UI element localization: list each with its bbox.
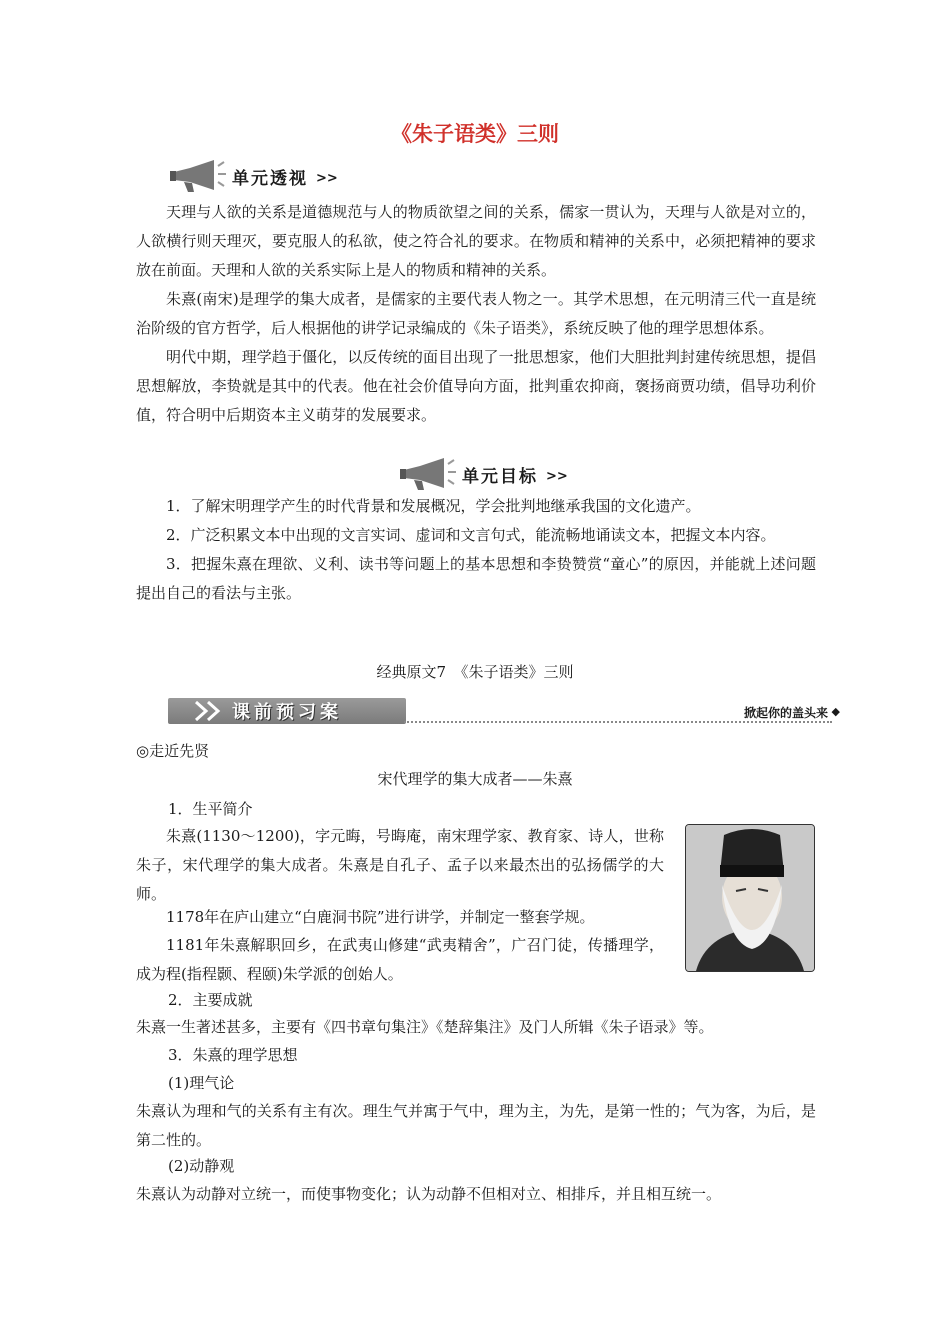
overview-paragraph: 天理与人欲的关系是道德规范与人的物质欲望之间的关系，儒家一贯认为，天理与人欲是对立的，人欲横行则天理灭，要克服人的私欲，使之符合礼的要求。在物质和精神的关系中，必须把精神的要求放在前面。天理和人欲的关系实际上是人的物质和精神的关系。 (136, 203, 816, 279)
bio-heading-3b: (2)动静观 (168, 1157, 235, 1175)
banner-dotted-line (404, 721, 832, 723)
double-chevron-icon (194, 700, 228, 722)
goal-item: 3．把握朱熹在理欲、义利、读书等问题上的基本思想和李贽赞赏“童心”的原因，并能就上述问题提出自己的看法与主张。 (136, 555, 816, 602)
unit-overview-header (170, 158, 338, 194)
overview-paragraph: 明代中期，理学趋于僵化，以反传统的面目出现了一批思想家，他们大胆批判封建传统思想，提倡思想解放，李贽就是其中的代表。他在社会价值导向方面，批判重农抑商，褒扬商贾功绩，倡导功利价值，符合明中后期资本主义萌芽的发展要求。 (136, 348, 816, 424)
overview-paragraph: 朱熹(南宋)是理学的集大成者，是儒家的主要代表人物之一。其学术思想，在元明清三代一直是统治阶级的官方哲学，后人根据他的讲学记录编成的《朱子语类》，系统反映了他的理学思想体系。 (136, 290, 816, 337)
lesson-title: 经典原文7 《朱子语类》三则 (376, 663, 574, 681)
unit-goals-heading: 单元目标 (462, 466, 538, 487)
unit-overview-arrows: >> (316, 170, 338, 186)
bio-paragraph-1: 朱熹(1130～1200)，字元晦，号晦庵，南宋理学家、教育家、诗人，世称朱子，宋代理学的集大成者。朱熹是自孔子、孟子以来最杰出的弘扬儒学的大师。 (136, 827, 664, 903)
profile-title: 宋代理学的集大成者——朱熹 (377, 770, 573, 788)
megaphone-icon (170, 158, 226, 194)
bio-paragraph-6: 朱熹认为动静对立统一，而使事物变化；认为动静不但相对立、相排斥，并且相互统一。 (136, 1185, 722, 1203)
bio-paragraph-4: 朱熹一生著述甚多，主要有《四书章句集注》《楚辞集注》及门人所辑《朱子语录》等。 (136, 1018, 714, 1036)
preview-banner (168, 696, 840, 728)
goal-item: 2．广泛积累文本中出现的文言实词、虚词和文言句式，能流畅地诵读文本，把握文本内容。 (166, 526, 776, 544)
diamond-icon: ◆ (831, 705, 840, 718)
banner-tagline: 掀起你的盖头来 (743, 706, 828, 720)
unit-goals-list (136, 492, 816, 608)
section-marker: ◎走近先贤 (136, 742, 210, 760)
bio-heading-3: 3．朱熹的理学思想 (168, 1046, 298, 1064)
bio-paragraph-5: 朱熹认为理和气的关系有主有次。理生气并寓于气中，理为主，为先，是第一性的；气为客，为后，是第二性的。 (136, 1102, 816, 1149)
megaphone-icon (400, 456, 456, 492)
zhu-xi-portrait (685, 824, 815, 972)
portrait-image (686, 825, 814, 971)
bio-heading-1: 1．生平简介 (168, 800, 253, 818)
bio-paragraph-3: 1181年朱熹解职回乡，在武夷山修建“武夷精舍”，广召门徒，传播理学，成为程(指程颢、程颐)朱学派的创始人。 (136, 936, 664, 983)
unit-goals-header (400, 456, 568, 492)
goal-item: 1．了解宋明理学产生的时代背景和发展概况，学会批判地继承我国的文化遗产。 (166, 497, 701, 515)
page-title: 《朱子语类》三则 (391, 121, 559, 146)
bio-heading-2: 2．主要成就 (168, 991, 253, 1009)
banner-label: 课前预习案 (232, 702, 342, 723)
unit-goals-arrows: >> (546, 468, 568, 484)
bio-heading-3a: (1)理气论 (168, 1074, 235, 1092)
unit-overview-text (136, 198, 816, 430)
bio-paragraph-2: 1178年在庐山建立“白鹿洞书院”进行讲学，并制定一整套学规。 (166, 908, 595, 926)
unit-overview-heading: 单元透视 (232, 168, 308, 189)
